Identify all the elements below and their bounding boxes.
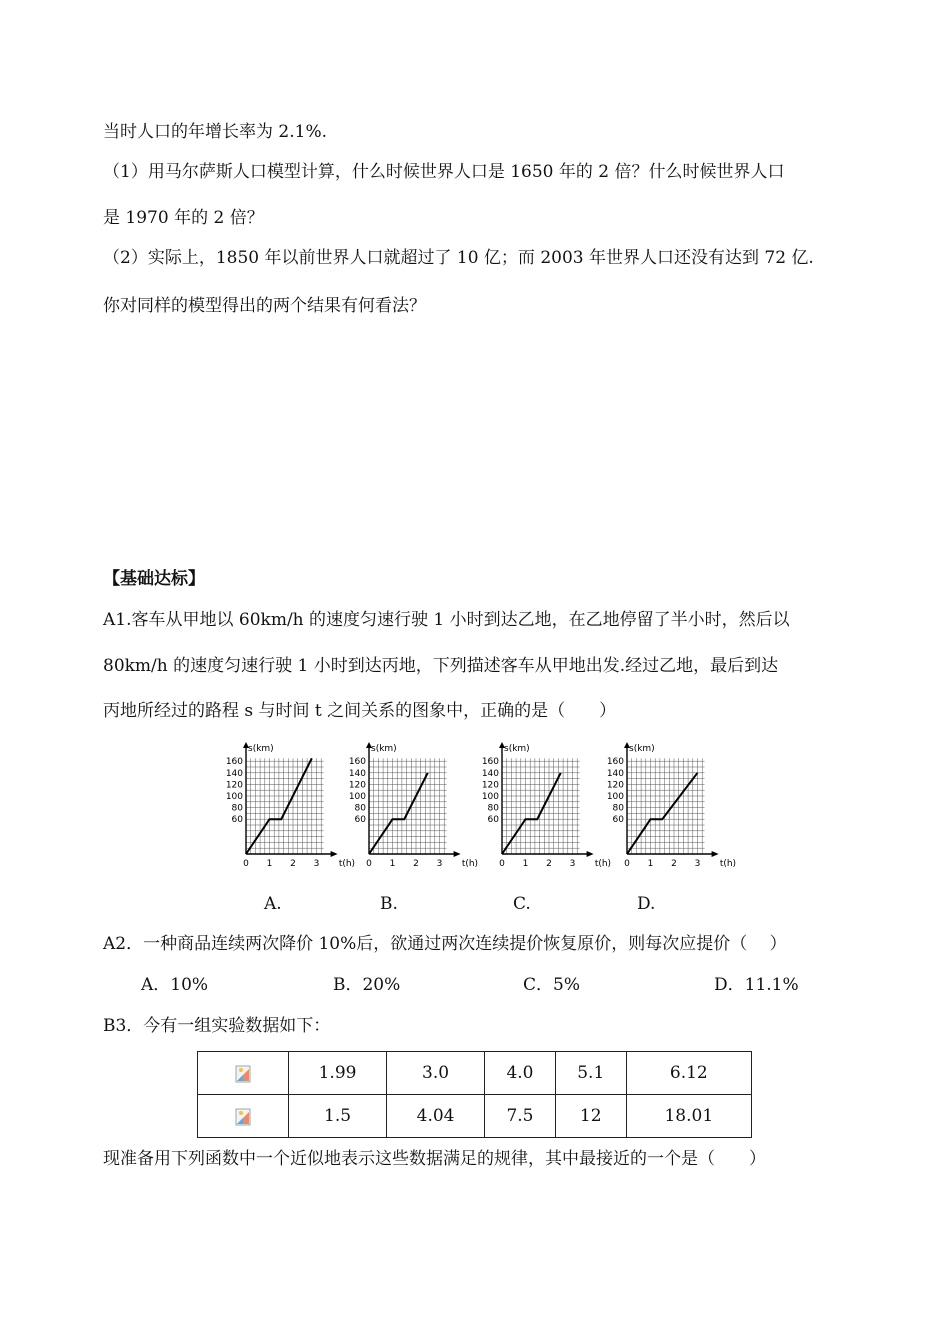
x-axis-arrow	[712, 851, 719, 857]
row-header-x	[198, 1052, 289, 1095]
data-table	[197, 1051, 752, 1138]
x-tick-label: 2	[413, 859, 419, 869]
a2-option-b[interactable]: B．20%	[333, 975, 401, 995]
x-tick-label: 1	[266, 859, 273, 869]
y-tick-label: 60	[231, 815, 243, 826]
y-tick-label: 100	[606, 792, 624, 802]
y-tick-label: 100	[481, 792, 499, 802]
intro-line-1: 当时人口的年增长率为 2.1%.	[103, 122, 327, 142]
y-tick-label: 120	[225, 780, 243, 791]
y-tick-label: 80	[612, 803, 624, 814]
table-cell: 4.04	[387, 1095, 485, 1138]
x-axis-label: t(h)	[719, 859, 736, 869]
table-row	[198, 1052, 752, 1095]
x-axis-arrow	[454, 851, 461, 857]
x-axis-label: t(h)	[461, 859, 478, 869]
a2-question: A2．一种商品连续两次降价 10%后，欲通过两次连续提价恢复原价，则每次应提价（ ）	[103, 934, 787, 954]
y-tick-label: 160	[348, 757, 366, 768]
y-tick-label: 160	[481, 757, 499, 768]
st-graph-svg	[476, 738, 611, 873]
x-tick-label: 3	[569, 859, 576, 869]
table-cell: 7.5	[485, 1095, 556, 1138]
y-tick-label: 80	[354, 803, 366, 814]
x-tick-label: 1	[522, 859, 529, 869]
y-tick-label: 60	[612, 815, 624, 826]
st-graph-svg	[220, 738, 355, 873]
y-tick-label: 100	[348, 792, 366, 802]
x-tick-label: 3	[313, 859, 320, 869]
y-tick-label: 120	[481, 780, 499, 791]
a1-line-1: A1.客车从甲地以 60km/h 的速度匀速行驶 1 小时到达乙地，在乙地停留了半小时，然后以	[103, 610, 790, 630]
x-tick-label: 0	[499, 859, 505, 869]
table-cell: 6.12	[626, 1052, 751, 1095]
question-1-line-2: 是 1970 年的 2 倍？	[103, 208, 264, 228]
y-axis-label: s(km)	[371, 744, 397, 754]
b3-followup: 现准备用下列函数中一个近似地表示这些数据满足的规律，其中最接近的一个是（ ）	[103, 1149, 766, 1169]
x-tick-label: 2	[546, 859, 552, 869]
section-title: 【基础达标】	[103, 569, 205, 589]
table-row	[198, 1095, 752, 1138]
y-tick-label: 160	[606, 757, 624, 768]
x-tick-label: 1	[647, 859, 654, 869]
st-graph-svg	[343, 738, 478, 873]
table-cell: 5.1	[555, 1052, 626, 1095]
row-header-y	[198, 1095, 289, 1138]
x-axis-arrow	[587, 851, 594, 857]
x-axis-label: t(h)	[338, 859, 355, 869]
a2-option-a[interactable]: A．10%	[141, 975, 209, 995]
x-tick-label: 3	[436, 859, 443, 869]
x-tick-label: 1	[389, 859, 396, 869]
y-tick-label: 160	[225, 757, 243, 768]
a1-line-3: 丙地所经过的路程 s 与时间 t 之间关系的图象中，正确的是（ ）	[103, 701, 617, 721]
a2-option-c[interactable]: C．5%	[523, 975, 580, 995]
y-tick-label: 140	[348, 768, 366, 779]
a1-line-2: 80km/h 的速度匀速行驶 1 小时到达丙地，下列描述客车从甲地出发.经过乙地，最后到达	[103, 656, 779, 676]
graph-d	[601, 738, 736, 878]
question-1-line-1: （1）用马尔萨斯人口模型计算，什么时候世界人口是 1650 年的 2 倍？什么时候世界人口	[103, 162, 785, 182]
graph-c	[476, 738, 611, 878]
table-cell: 18.01	[626, 1095, 751, 1138]
x-axis-arrow	[331, 851, 338, 857]
x-tick-label: 2	[671, 859, 677, 869]
y-tick-label: 80	[487, 803, 499, 814]
y-axis-label: s(km)	[504, 744, 530, 754]
x-tick-label: 0	[366, 859, 372, 869]
y-tick-label: 120	[348, 780, 366, 791]
a1-option-c[interactable]: C.	[513, 894, 531, 914]
y-tick-label: 60	[354, 815, 366, 826]
table-cell: 4.0	[485, 1052, 556, 1095]
variable-image-icon	[235, 1108, 251, 1126]
a2-option-d[interactable]: D．11.1%	[714, 975, 799, 995]
variable-image-icon	[235, 1065, 251, 1083]
table-cell: 1.99	[289, 1052, 387, 1095]
y-axis-label: s(km)	[629, 744, 655, 754]
x-axis-label: t(h)	[594, 859, 611, 869]
y-axis-label: s(km)	[248, 744, 274, 754]
y-tick-label: 80	[231, 803, 243, 814]
table-cell: 1.5	[289, 1095, 387, 1138]
x-tick-label: 0	[624, 859, 630, 869]
y-tick-label: 60	[487, 815, 499, 826]
table-cell: 3.0	[387, 1052, 485, 1095]
y-tick-label: 140	[225, 768, 243, 779]
y-tick-label: 100	[225, 792, 243, 802]
x-tick-label: 2	[290, 859, 296, 869]
y-tick-label: 140	[606, 768, 624, 779]
st-graph-svg	[601, 738, 736, 873]
y-tick-label: 140	[481, 768, 499, 779]
a1-option-d[interactable]: D.	[637, 894, 656, 914]
graph-a	[220, 738, 355, 878]
x-tick-label: 0	[243, 859, 249, 869]
b3-question: B3．今有一组实验数据如下：	[103, 1016, 331, 1036]
graph-b	[343, 738, 478, 878]
a1-option-a[interactable]: A.	[264, 894, 282, 914]
a1-option-b[interactable]: B.	[380, 894, 398, 914]
question-2-line-2: 你对同样的模型得出的两个结果有何看法？	[103, 296, 426, 316]
table-cell: 12	[555, 1095, 626, 1138]
x-tick-label: 3	[694, 859, 701, 869]
y-tick-label: 120	[606, 780, 624, 791]
question-2-line-1: （2）实际上，1850 年以前世界人口就超过了 10 亿；而 2003 年世界人口还没有达到 72 亿.	[103, 248, 814, 268]
